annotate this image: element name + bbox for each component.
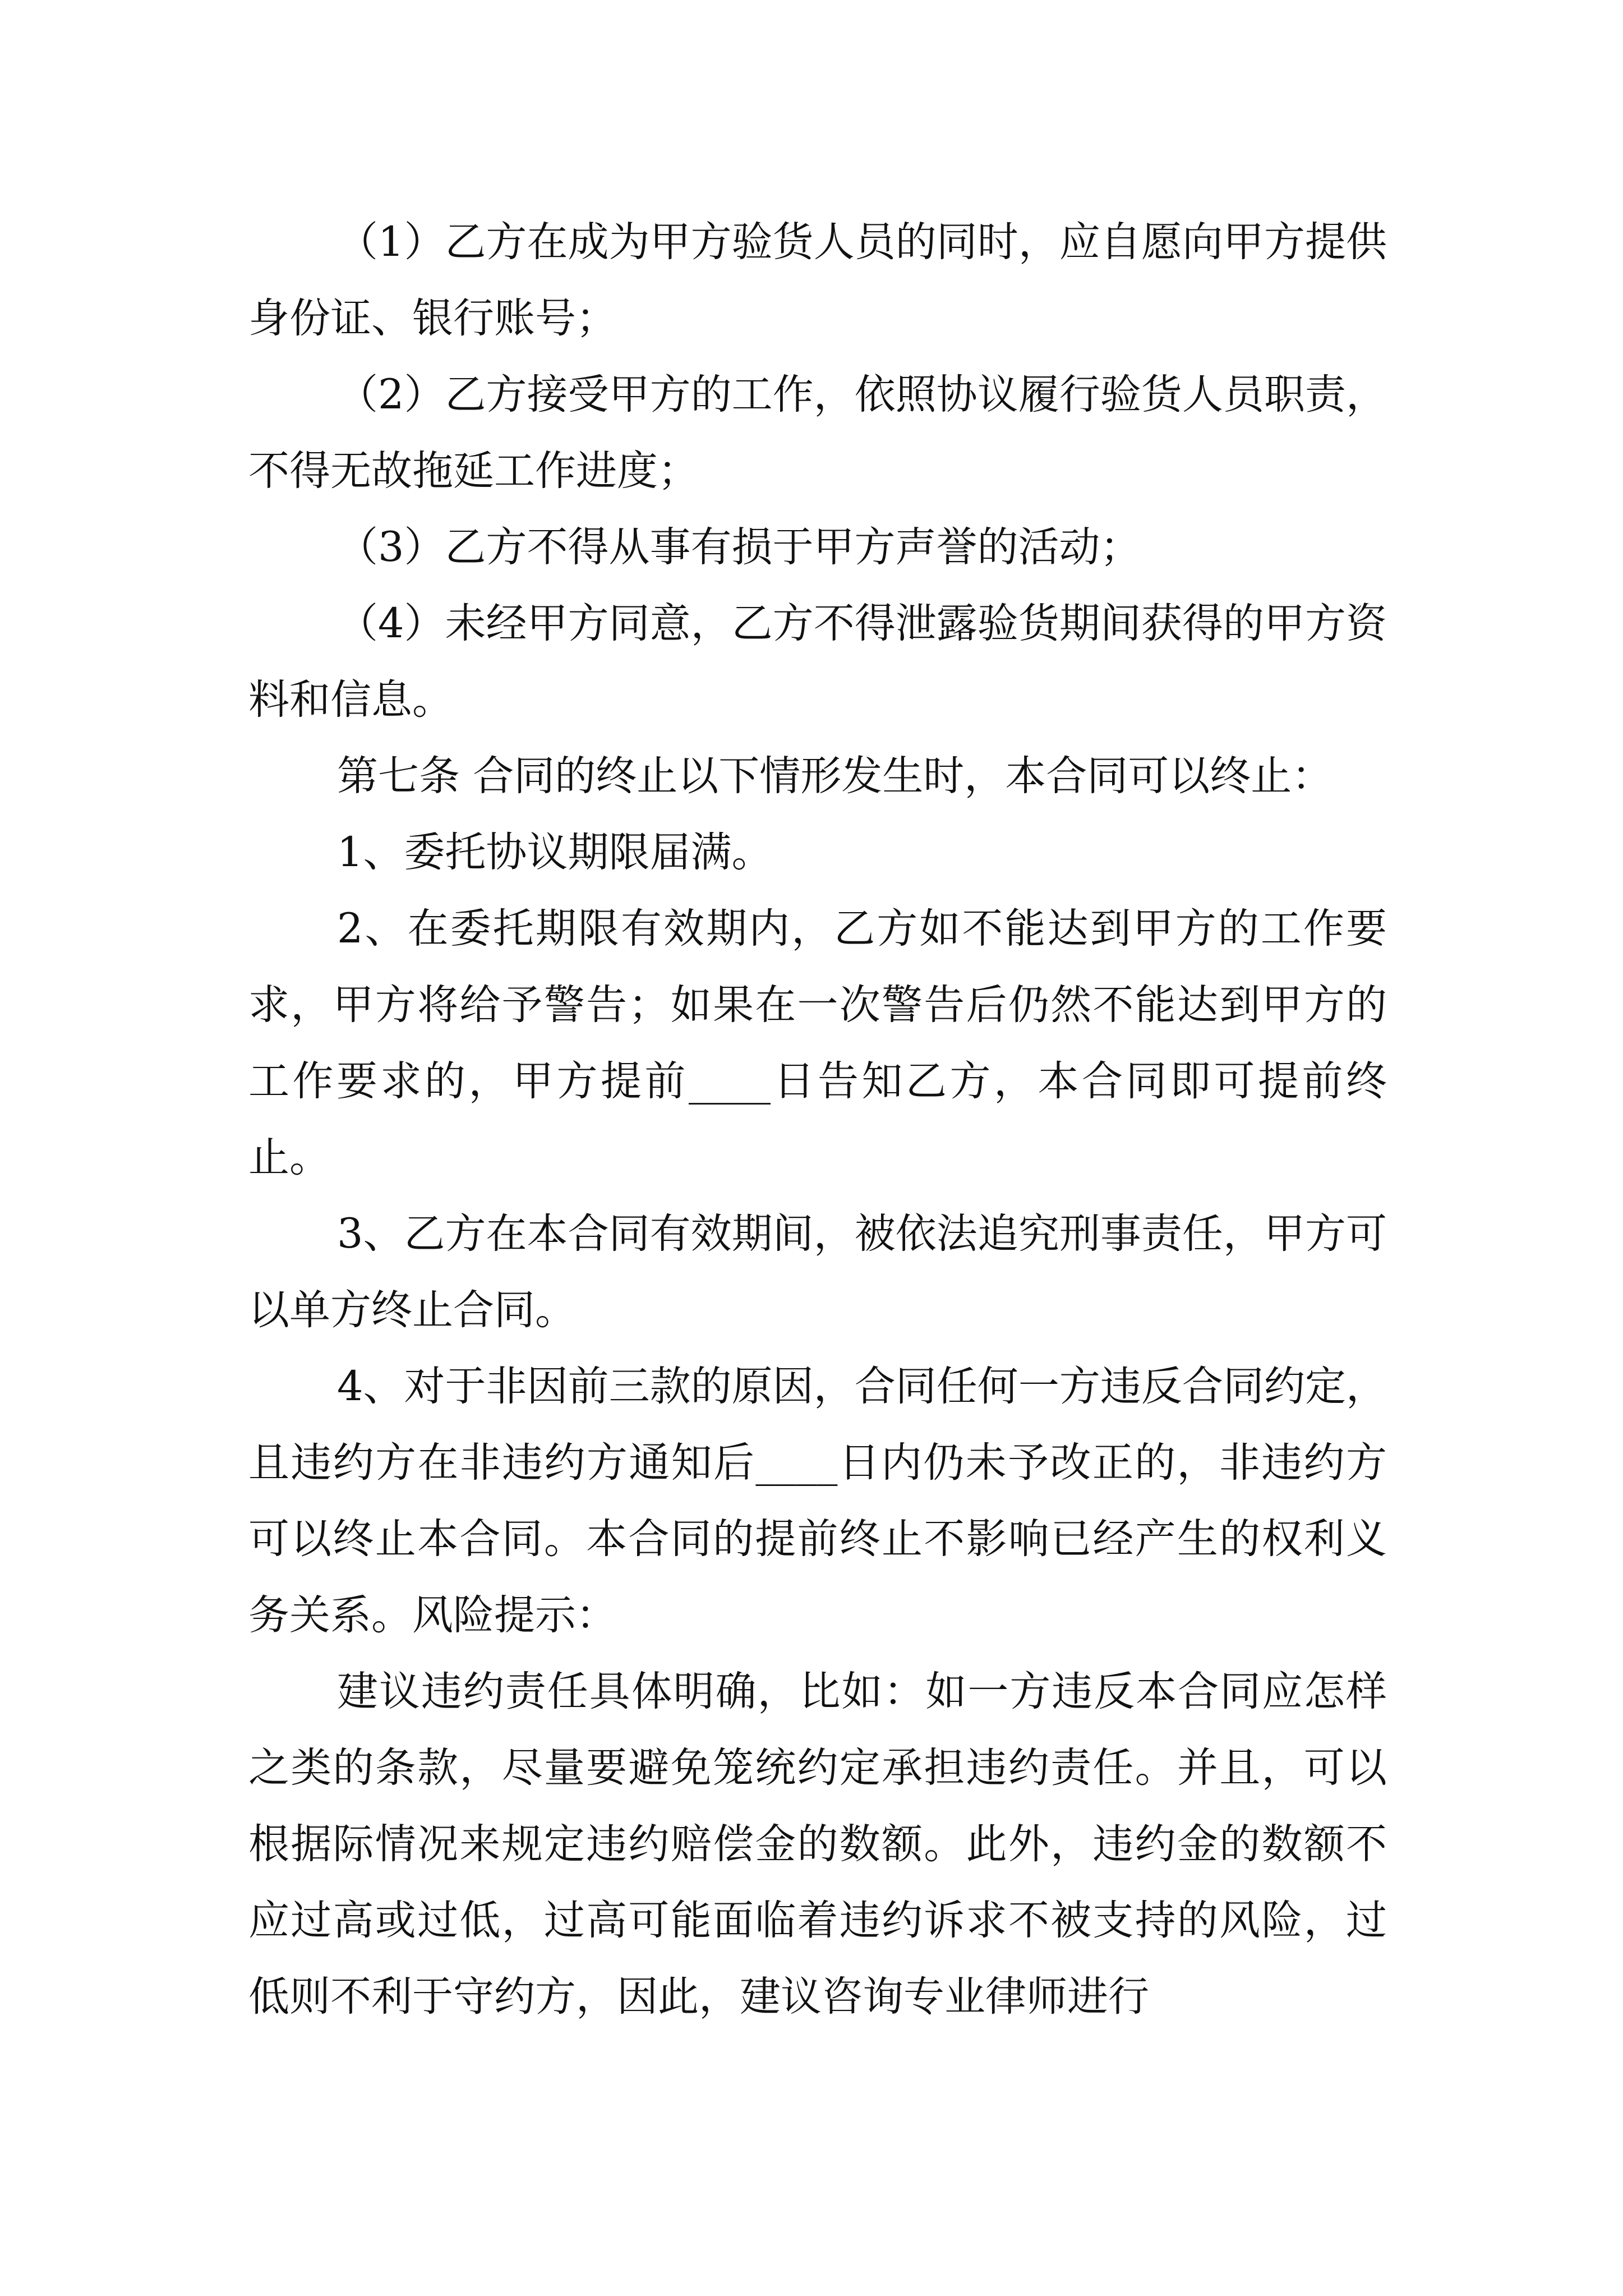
paragraph-obligation-1: （1）乙方在成为甲方验货人员的同时，应自愿向甲方提供身份证、银行账号； bbox=[248, 218, 1387, 342]
paragraph-obligation-3: （3）乙方不得从事有损于甲方声誉的活动； bbox=[337, 523, 1141, 571]
paragraph-obligation-4: （4）未经甲方同意，乙方不得泄露验货期间获得的甲方资料和信息。 bbox=[248, 600, 1387, 724]
paragraph-risk-advice: 建议违约责任具体明确，比如：如一方违反本合同应怎样之类的条款，尽量要避免笼统约定承担违约责任。并且，可以根据际情况来规定违约赔偿金的数额。此外，违约金的数额不应过高或过低，过高可能面临着违约诉求不被支持的风险，过低则不利于守约方，因此，建议咨询专业律师进行 bbox=[248, 1668, 1387, 2021]
paragraph-termination-4: 4、对于非因前三款的原因，合同任何一方违反合同约定，且违约方在非违约方通知后____日内仍未予改正的，非违约方可以终止本合同。本合同的提前终止不影响已经产生的权利义务关系。风险提示： bbox=[248, 1363, 1387, 1639]
paragraph-termination-1: 1、委托协议期限届满。 bbox=[337, 829, 773, 876]
paragraph-termination-2: 2、在委托期限有效期内，乙方如不能达到甲方的工作要求，甲方将给予警告；如果在一次警告后仍然不能达到甲方的工作要求的，甲方提前____日告知乙方，本合同即可提前终止。 bbox=[248, 905, 1387, 1181]
document-body bbox=[248, 204, 1387, 2035]
paragraph-termination-3: 3、乙方在本合同有效期间，被依法追究刑事责任，甲方可以单方终止合同。 bbox=[248, 1210, 1387, 1334]
paragraph-obligation-2: （2）乙方接受甲方的工作，依照协议履行验货人员职责，不得无故拖延工作进度； bbox=[248, 371, 1387, 495]
paragraph-article-seven-heading: 第七条 合同的终止以下情形发生时，本合同可以终止： bbox=[337, 752, 1333, 800]
